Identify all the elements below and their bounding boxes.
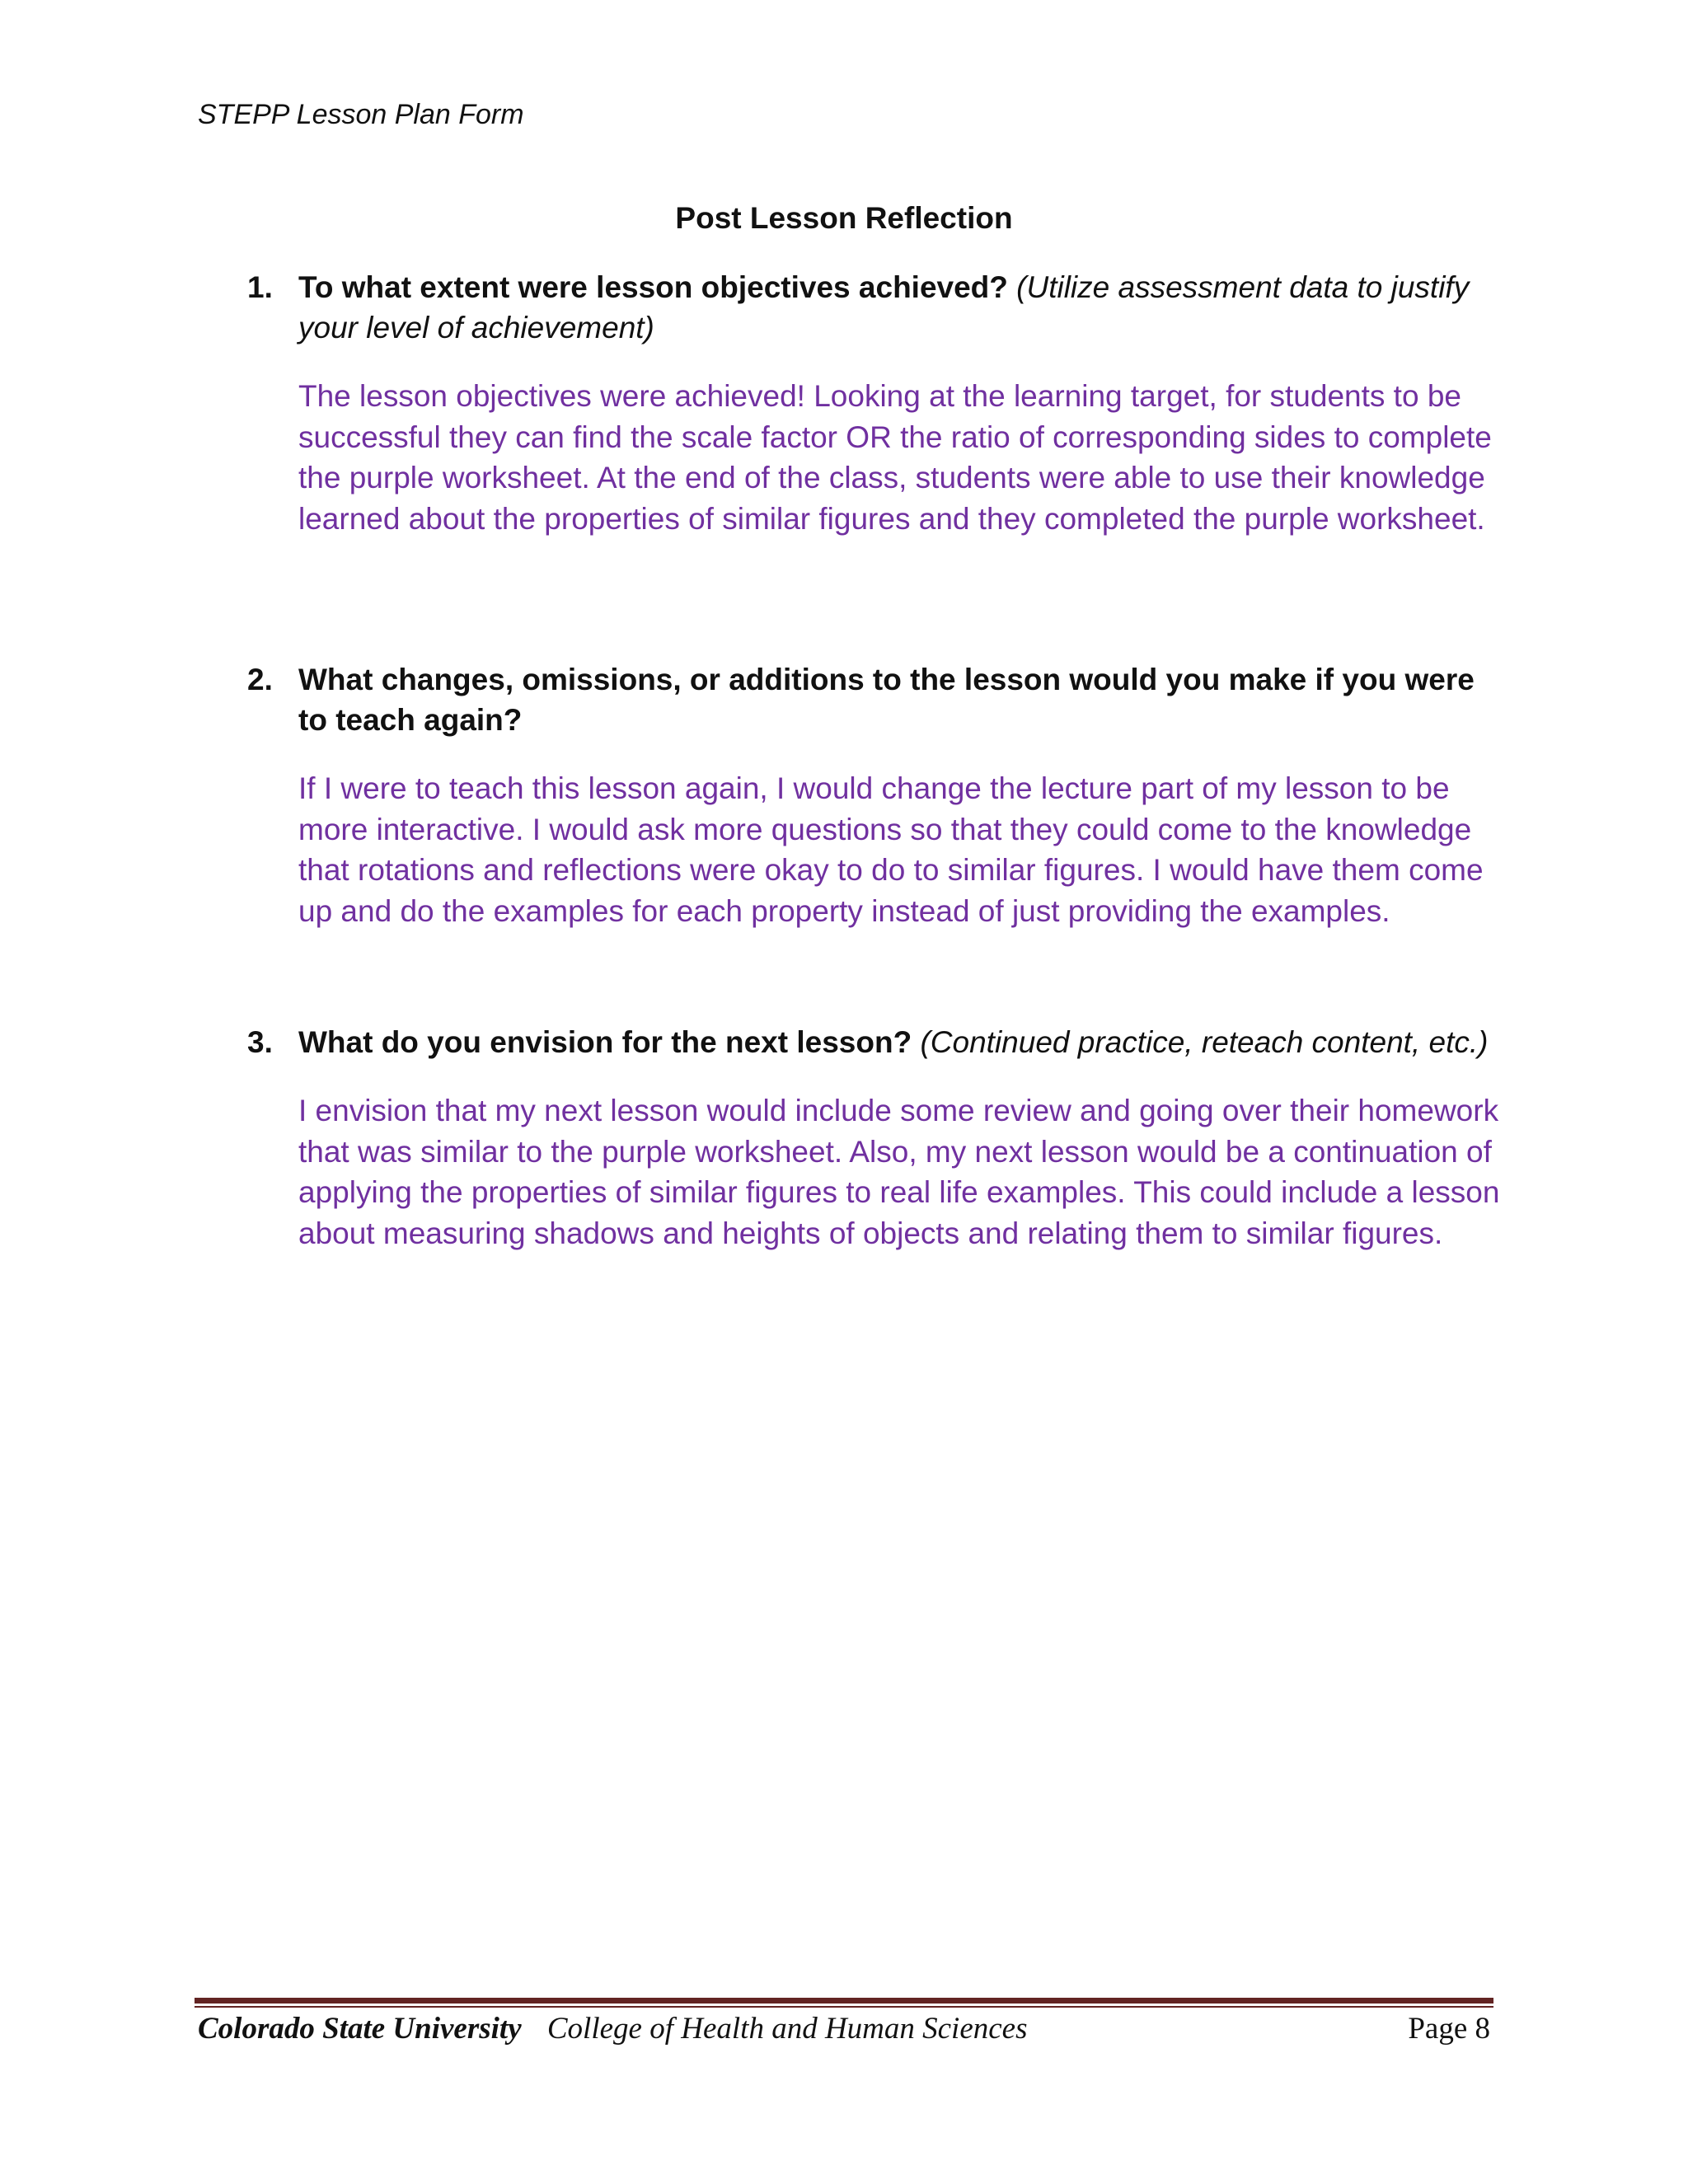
question-heading (247, 659, 1500, 740)
footer-university: Colorado State University (198, 2012, 522, 2046)
question-2 (247, 659, 1500, 931)
footer-divider-thin (195, 2006, 1493, 2008)
question-number: 2. (247, 663, 273, 696)
section-title: Post Lesson Reflection (675, 201, 1013, 235)
question-answer: The lesson objectives were achieved! Looking at the learning target, for students to be successful they can find the scale factor OR the ratio of corresponding sides to complete the purple worksheet. At the end of the class, students were able to use their knowledge learned about the properties of similar figures and they completed the purple worksheet. (298, 379, 1492, 536)
question-answer: I envision that my next lesson would include some review and going over their homework that was similar to the purple worksheet. Also, my next lesson would be a continuation of applying the properties of similar figures to real life examples. This could include a lesson about measuring shadows and heights of objects and relating them to similar figures. (298, 1094, 1500, 1250)
page-footer (198, 2011, 1490, 2046)
footer-page-number: Page 8 (1408, 2012, 1490, 2046)
question-heading (247, 1022, 1500, 1062)
question-prompt: To what extent were lesson objectives achieved? (298, 270, 1008, 304)
question-3 (247, 1022, 1500, 1254)
question-prompt: What changes, omissions, or additions to the lesson would you make if you were to teach again? (298, 663, 1475, 737)
question-1 (247, 267, 1500, 539)
question-hint: (Continued practice, reteach content, etc.) (920, 1025, 1489, 1059)
footer-divider-thick (195, 1998, 1493, 2004)
running-header: STEPP Lesson Plan Form (198, 99, 524, 130)
question-heading (247, 267, 1500, 348)
question-answer: If I were to teach this lesson again, I would change the lecture part of my lesson to be more interactive. I would ask more questions so that they could come to the knowledge that rotations and reflections were okay to do to similar figures. I would have them come up and do the examples for each property instead of just providing the examples. (298, 771, 1484, 928)
question-hint: (Utilize assessment data to justify your level of achievement) (298, 270, 1470, 344)
footer-college: College of Health and Human Sciences (546, 2012, 1028, 2046)
question-number: 1. (247, 270, 273, 304)
question-number: 3. (247, 1025, 273, 1059)
question-prompt: What do you envision for the next lesson? (298, 1025, 912, 1059)
